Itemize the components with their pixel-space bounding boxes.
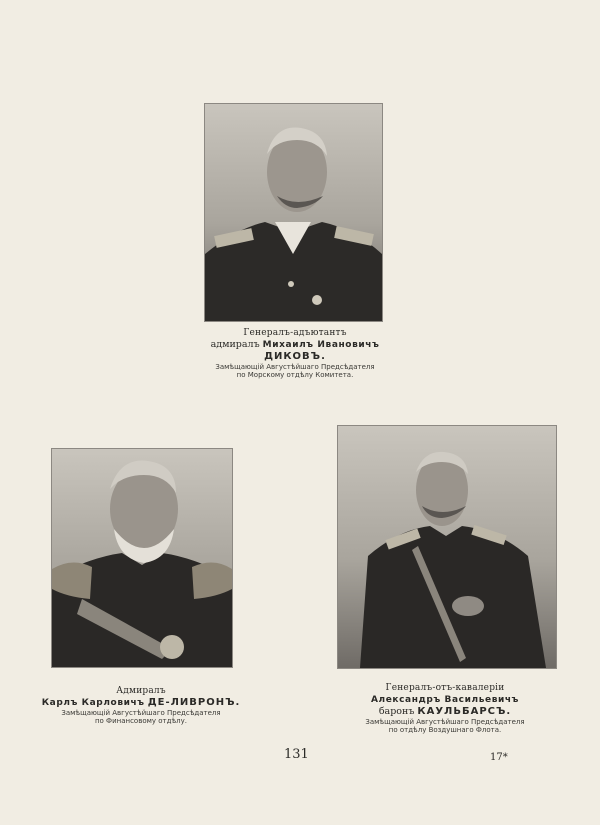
caption-role-line2: по Финансовому отдѣлу. (94, 717, 188, 726)
caption-title: Адмиралъ (116, 686, 166, 696)
caption-given-names: Александръ Васильевичъ (370, 694, 520, 705)
caption-rank: баронъ (378, 705, 415, 717)
caption-rank: адмиралъ (210, 338, 260, 350)
caption-surname: ДЕ-ЛИВРОНЪ. (147, 696, 241, 708)
caption-given-names: Карлъ Карловичъ (41, 697, 145, 708)
caption-surname: КАУЛЬБАРСЪ. (417, 705, 512, 717)
caption-role-line1: Замѣщающій Августѣйшаго Предсѣдателя (365, 717, 525, 726)
caption-surname: ДИКОВЪ. (264, 350, 326, 362)
caption-name-line (190, 339, 400, 351)
caption-de-livron (36, 686, 246, 726)
caption-title: Генералъ-адъютантъ (243, 328, 347, 338)
caption-role-line1: Замѣщающій Августѣйшаго Предсѣдателя (215, 362, 375, 371)
caption-role-line2: по отдѣлу Воздушнаго Флота. (388, 725, 502, 734)
caption-given-names: Михаилъ Ивановичъ (262, 339, 380, 350)
caption-kaulbars (340, 683, 550, 734)
caption-surname-line (340, 706, 550, 718)
page-number: 131 (284, 747, 309, 762)
portrait-photo-de-livron (51, 448, 233, 668)
portrait-figure-dikov (205, 104, 382, 321)
portrait-photo-kaulbars (337, 425, 557, 669)
caption-name-line (340, 694, 550, 706)
signature-mark: 17* (490, 752, 508, 763)
caption-role-line2: по Морскому отдѣлу Комитета. (236, 370, 354, 379)
portrait-figure-de-livron (52, 449, 232, 667)
caption-dikov (190, 328, 400, 379)
caption-title: Генералъ-отъ-кавалеріи (385, 683, 505, 693)
portrait-photo-dikov (204, 103, 383, 322)
caption-name-line (36, 697, 246, 709)
caption-role-line1: Замѣщающій Августѣйшаго Предсѣдателя (61, 708, 221, 717)
portrait-figure-kaulbars (338, 426, 556, 668)
